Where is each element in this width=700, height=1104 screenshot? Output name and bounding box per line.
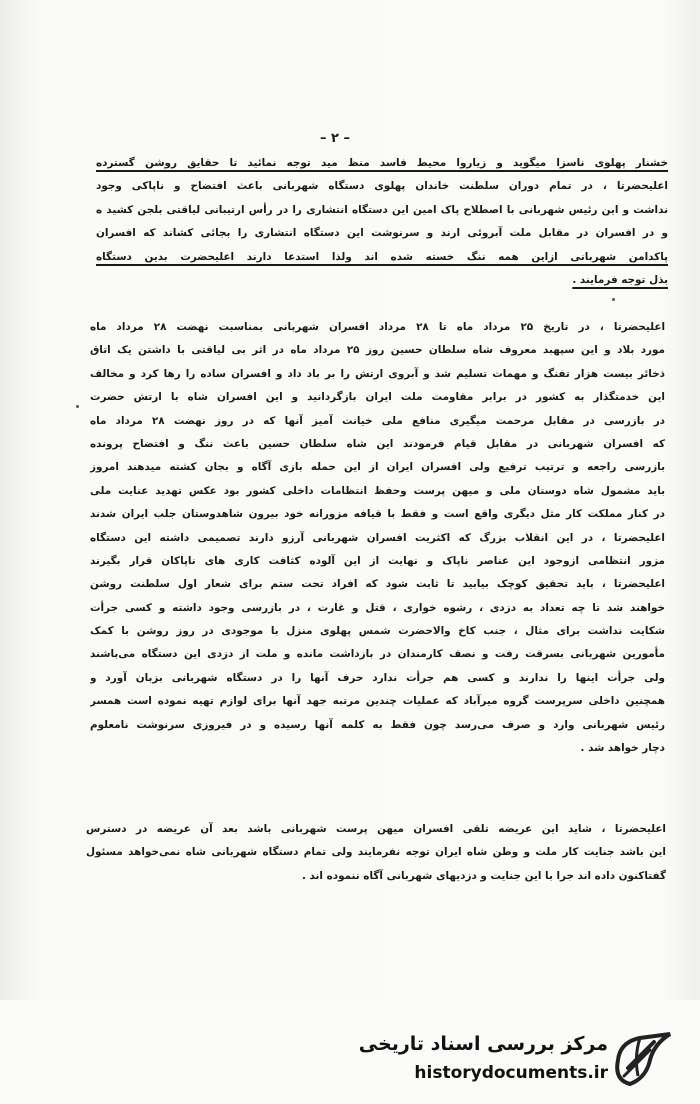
text-line: نداشت و این رئیس شهربانی با اصطلاح پاک امین این دستگاه انتشاری را در رأس ارتیبانی لیاقتی بلجن کشید ه xyxy=(96,203,668,216)
text-line: ولی جرأت اینها را ندارند و کسی هم جرأت ندارد حرف آنها را در دستگاه شهربانی بزبان آورد و xyxy=(90,671,665,684)
paragraph-2 xyxy=(90,316,665,760)
text-line: شکایت نداشت برای مثال ، جنب کاخ والاحضرت شمس پهلوی منزل با موجودی در روز روشن با کمک xyxy=(90,625,665,638)
footer-organization-title: مرکز بررسی اسناد تاریخی xyxy=(358,1033,608,1055)
ink-speck xyxy=(76,405,79,408)
text-line: همچنین داخلی سرپرست گروه میرآباد که عملیات چندین مرتبه جهد آنها برای لوازم تهیه نموده است همسر xyxy=(90,695,665,708)
text-line: پاکدامن شهربانی ازاین همه ننگ خسته شده اند ولذا استدعا دارند اعلیحضرت بدین دستگاه xyxy=(96,250,668,263)
text-line: مزور انتظامی ازوجود این عناصر ناپاک و نهایت از این آلوده کثافت کاری های ناپاکان قرار بگیرند xyxy=(90,554,665,567)
text-line: اعلیحضرتا ، باید تحقیق کوچک بیابید تا ثابت شود که افراد تحت ستم برای شعار اول سلطنت روشن xyxy=(90,578,665,591)
text-line: ذخائر بیست هزار تفنگ و مهمات تسلیم شد و آبروی ارتش را بر باد داد و افسران ساده را رها کرد و مخالف xyxy=(90,367,665,380)
text-line: باید مشمول شاه دوستان ملی و میهن پرست وحفظ انتظامات داخلی کشور بود عکس تهدید عنایت ملی xyxy=(90,484,665,497)
text-line: و در افسران در مقابل ملت آبروئی ارند و سرنوشت این دستگاه انتشاری را بجائی کشاند که افسران xyxy=(96,227,668,240)
text-line: بازرسی راجعه و ترتیب ترفیع ولی افسران ایران از این حمله بازی آگاه و بجان کشته میدهند امروز xyxy=(90,461,665,474)
paragraph-1 xyxy=(96,152,668,292)
book-quill-logo-icon xyxy=(610,1030,680,1090)
text-line: دچار خواهد شد . xyxy=(580,742,665,755)
text-line: که افسران شهربانی در مقابل قیام فرمودند این شاه سلطان حسین باعث ننگ و افتضاح پرونده xyxy=(90,437,665,450)
text-line: اعلیحضرتا ، در تمام دوران سلطنت خاندان پهلوی دستگاه شهربانی باعث افتضاح و ناپاکی وجود xyxy=(96,180,668,193)
text-line: اعلیحضرتا ، شاید این عریضه تلقی افسران میهن پرست شهربانی باشد بعد آن عریضه در دسترس xyxy=(86,823,666,835)
text-line: گفتاکنون داده اند جرا با این جنایت و دزدیهای شهربانی آگاه ننموده اند . xyxy=(301,869,666,882)
text-line: خواهند شد تا چه تعداد به دزدی ، رشوه خواری ، قتل و غارت ، در بازرسی وجود داشته و کسی جرأت xyxy=(90,601,665,614)
paragraph-3 xyxy=(86,818,666,888)
text-line: این باشد جنایت کار ملت و وطن شاه ایران توجه نفرمایند ولی تمام دستگاه شهربانی شاه نمی‌خواهد مسئول xyxy=(86,846,666,859)
text-line: رئیس شهربانی وارد و صرف می‌رسد چون فقط به کلمه آنها رسیده و در فیروزی سرنوشت نامعلوم xyxy=(90,718,665,731)
page-number: – ۲ – xyxy=(320,131,350,146)
text-line: مأمورین شهربانی بسرقت رفت و نصف کارمندان در بازداشت مانده و ملت از دزدی این دستگاه می‌باشند xyxy=(90,648,665,661)
ink-speck xyxy=(612,298,615,301)
text-line: اعلیحضرتا ، در تاریخ ۲۵ مرداد ماه تا ۲۸ مرداد افسران شهربانی بمناسبت نهضت ۲۸ مرداد ماه xyxy=(90,321,665,333)
text-line: بذل توجه فرمایند . xyxy=(572,273,668,286)
text-line: اعلیحضرتا ، در این انقلاب بزرگ که اکثریت افسران شهربانی آرزو دارند تصمیمی داشته این دستگاه xyxy=(90,531,665,544)
text-line: مورد بلاد و این سپهبد معروف شاه سلطان حسین روز ۲۵ مرداد ماه در اثر بی لیاقتی با داشتن یک اتاق xyxy=(90,344,665,357)
footer-website-link[interactable]: historydocuments.ir xyxy=(414,1063,608,1083)
text-line: در کنار مملکت کار مثل دیگری واقع است و فقط با قیافه مزورانه خود بیرون شاهدوستان جلب ایران شدند xyxy=(90,508,665,521)
text-line: خشنار پهلوی ناسزا میگوید و زیاروا محیط فاسد منظ مید توجه نمائید تا حقایق روشن گسترده xyxy=(96,157,668,169)
text-line: در بازرسی در مقابل مرحمت میگیری منافع ملی خیانت آمیز آنها که در روز نهضت ۲۸ مرداد ماه xyxy=(90,414,665,427)
text-line: این خدمتگذار به کشور در برابر مقاومت ملت ایران بازگردانید و این افسران شاه با ارتش حضرت xyxy=(90,391,665,404)
